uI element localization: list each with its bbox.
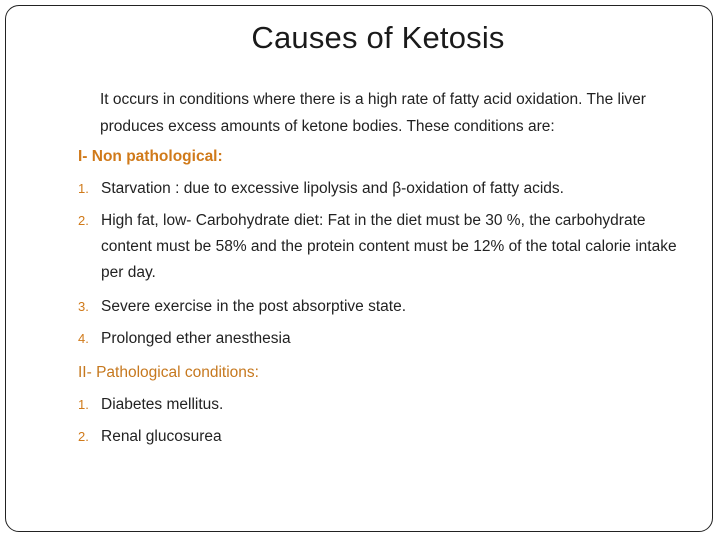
list-number: 1. [78, 181, 89, 196]
list-item [78, 424, 688, 450]
list-text: Starvation : due to excessive lipolysis and β-oxidation of fatty acids. [101, 180, 564, 197]
list-item [78, 176, 688, 202]
intro-paragraph: It occurs in conditions where there is a high rate of fatty acid oxidation. The liver produces excess amounts of ketone bodies. These conditions are: [100, 91, 646, 135]
list-text: Severe exercise in the post absorptive state. [101, 298, 406, 315]
list-number: 1. [78, 397, 89, 412]
list-text: High fat, low- Carbohydrate diet: Fat in the diet must be 30 %, the carbohydrate content must be 58% and the protein content must be 12% of the total calorie intake per day. [101, 212, 677, 281]
list-number: 2. [78, 213, 89, 228]
non-pathological-heading: I- Non pathological: [78, 148, 223, 165]
list-text: Renal glucosurea [101, 428, 222, 445]
list-item [78, 208, 688, 286]
slide-title: Causes of Ketosis [251, 20, 505, 55]
list-item [78, 392, 688, 418]
pathological-heading: II- Pathological conditions: [78, 364, 259, 381]
list-item [78, 294, 688, 320]
list-text: Prolonged ether anesthesia [101, 330, 291, 347]
list-text: Diabetes mellitus. [101, 396, 224, 413]
list-number: 2. [78, 429, 89, 444]
list-number: 3. [78, 299, 89, 314]
list-item [78, 326, 688, 352]
list-number: 4. [78, 331, 89, 346]
